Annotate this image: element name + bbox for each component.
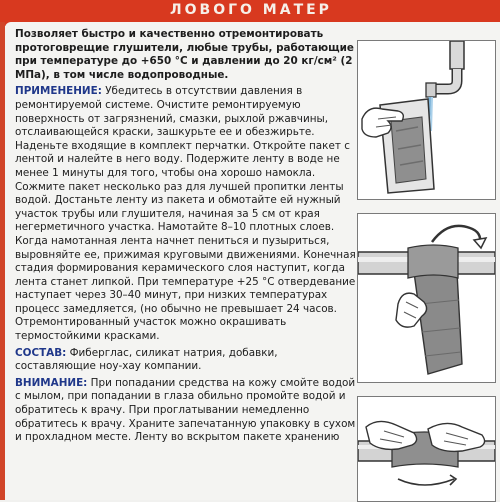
faucet-pouring-water-into-bag-icon — [358, 41, 495, 199]
composition-label: СОСТАВ: — [15, 346, 67, 359]
instructions-column — [15, 28, 360, 448]
composition-paragraph — [15, 347, 360, 374]
illustration-panel-2 — [357, 213, 496, 383]
application-label: ПРИМЕНЕНИЕ: — [15, 85, 102, 98]
illustration-panel-3 — [357, 396, 496, 502]
application-text: Убедитесь в отсутствии давления в ремонтируемой системе. Очистите ремонтируемую поверхность от загрязнений, смазки, рыхлой ржавчины, отслаивающейся краски, зашкурьте ее и обезжирьте. Наденьте входящие в комплект перчатки. Откройте пакет с лентой и налейте в него воду. Подержите ленту в воде не менее 1 минуты для того, чтобы она хорошо намокла. Сожмите пакет несколько раз для лучшей пропитки ленты водой. Достаньте ленту из пакета и обмотайте ей нужный участок трубы или глушителя, начиная за 5 см от края негерметичного участка. Намотайте 8–10 плотных слоев. Когда намотанная лента начнет пениться и пузыриться, выровняйте ее, прижимая круговыми движениями. Конечная стадия формирования керамического слоя наступит, когда лента станет липкой. При температуре +25 °С отвердевание наступает через 30–40 минут, при низких температурах процесс замедляется, (но обычно не превышает 24 часов. Отремонтированный участок можно окрашивать термостойкими красками. — [15, 85, 356, 343]
product-title-fragment: ЛОВОГО МАТЕР — [170, 2, 332, 18]
warning-paragraph — [15, 377, 360, 445]
wrapping-tape-around-pipe-icon — [358, 214, 495, 382]
warning-label: ВНИМАНИЕ: — [15, 376, 88, 389]
application-paragraph — [15, 85, 360, 343]
composition-text: Фиберглас, силикат натрия, добавки, составляющие ноу-хау компании. — [15, 346, 278, 373]
intro-paragraph: Позволяет быстро и качественно отремонтировать протоговрещие глушители, любые трубы, работающие при температуре до +650 °С и давлении до 20 кг/см² (2 МПа), в том числе водопроводные. — [15, 28, 354, 81]
pressing-tape-on-pipe-icon — [358, 397, 495, 501]
illustration-panel-1 — [357, 40, 496, 200]
warning-text: При попадании средства на кожу смойте водой с мылом, при попадании в глаза обильно промойте водой и обратитесь к врачу. При проглатывании немедленно обратитесь к врачу. Храните запечатанную упаковку в сухом и прохладном месте. Ленту во вскрытом пакете хранению — [15, 376, 356, 444]
